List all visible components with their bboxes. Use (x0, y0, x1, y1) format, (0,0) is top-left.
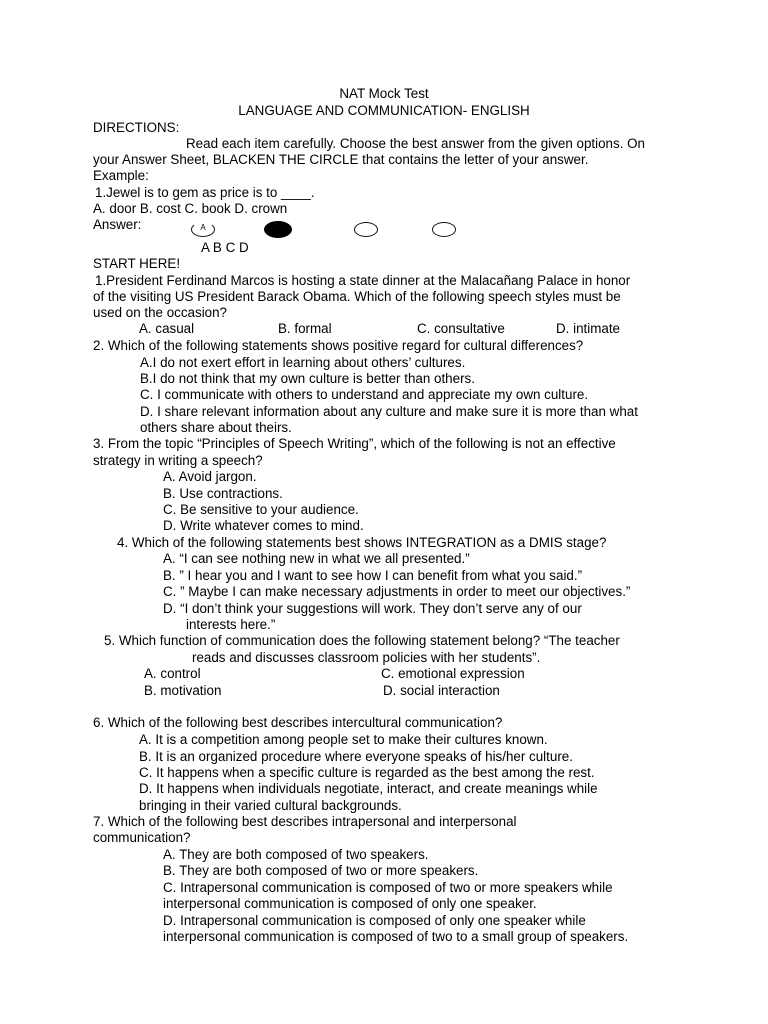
q6-option-b: B. It is an organized procedure where everyone speaks of his/her culture. (139, 749, 573, 764)
q7-stem-1: 7. Which of the following best describes intrapersonal and interpersonal (93, 814, 517, 829)
q6-option-a: A. It is a competition among people set to make their cultures known. (139, 732, 548, 747)
q5-option-d: D. social interaction (383, 683, 500, 698)
q2-option-c: C. I communicate with others to understand and appreciate my own culture. (140, 387, 589, 402)
q5-option-b: B. motivation (144, 683, 222, 698)
q5-stem-2: reads and discusses classroom policies with her students”. (192, 650, 541, 665)
q6-option-c: C. It happens when a specific culture is regarded as the best among the rest. (139, 765, 595, 780)
q1-option-a: A. casual (139, 321, 195, 336)
q1-stem-2: of the visiting US President Barack Obama. Which of the following speech styles must be (93, 289, 621, 304)
q3-stem-2: strategy in writing a speech? (93, 453, 263, 468)
q2-option-a: A.I do not exert effort in learning about others’ cultures. (140, 355, 466, 370)
q2-option-b: B.I do not think that my own culture is better than others. (140, 371, 475, 386)
q5-stem-1: 5. Which function of communication does the following statement belong? “The teacher (104, 633, 620, 648)
q7-option-a: A. They are both composed of two speakers. (163, 847, 429, 862)
q5-option-a: A. control (144, 666, 201, 681)
q1-option-b: B. formal (278, 321, 332, 336)
q4-option-c: C. ” Maybe I can make necessary adjustments in order to meet our objectives.” (163, 584, 631, 599)
q3-option-d: D. Write whatever comes to mind. (163, 518, 364, 533)
q7-option-c-1: C. Intrapersonal communication is composed of two or more speakers while (163, 880, 613, 895)
q4-option-d-1: D. “I don’t think your suggestions will work. They don’t serve any of our (163, 601, 582, 616)
answer-bubble-c (354, 222, 378, 237)
bubble-letters: A B C D (201, 240, 249, 255)
q6-stem: 6. Which of the following best describes intercultural communication? (93, 715, 503, 730)
start-here: START HERE! (93, 256, 181, 271)
page-title: NAT Mock Test (339, 86, 429, 101)
q6-option-d-1: D. It happens when individuals negotiate, interact, and create meanings while (139, 781, 598, 796)
q3-option-b: B. Use contractions. (163, 486, 283, 501)
answer-bubble-a (191, 222, 215, 237)
q1-stem-1: 1.President Ferdinand Marcos is hosting a state dinner at the Malacañang Palace in honor (95, 273, 631, 288)
q7-option-d-1: D. Intrapersonal communication is composed of only one speaker while (163, 913, 586, 928)
q5-option-c: C. emotional expression (381, 666, 525, 681)
q4-stem: 4. Which of the following statements best shows INTEGRATION as a DMIS stage? (117, 535, 607, 550)
q1-option-d: D. intimate (556, 321, 620, 336)
q2-option-d-2: others share about theirs. (140, 420, 292, 435)
q3-option-a: A. Avoid jargon. (163, 469, 257, 484)
example-question: 1.Jewel is to gem as price is to ____. (95, 185, 315, 200)
answer-bubble-a-letter: A (200, 223, 206, 232)
example-label: Example: (93, 168, 149, 183)
answer-bubble-d (432, 222, 456, 237)
q6-option-d-2: bringing in their varied cultural backgrounds. (139, 798, 402, 813)
example-options: A. door B. cost C. book D. crown (93, 201, 288, 216)
q1-option-c: C. consultative (417, 321, 505, 336)
directions-label: DIRECTIONS: (93, 120, 180, 135)
q3-option-c: C. Be sensitive to your audience. (163, 502, 359, 517)
q7-stem-2: communication? (93, 830, 191, 845)
q7-option-d-2: interpersonal communication is composed of two to a small group of speakers. (163, 929, 629, 944)
answer-label: Answer: (93, 217, 142, 232)
q3-stem-1: 3. From the topic “Principles of Speech Writing”, which of the following is not an effective (93, 436, 616, 451)
q7-option-b: B. They are both composed of two or more speakers. (163, 863, 479, 878)
q1-stem-3: used on the occasion? (93, 305, 228, 320)
q4-option-a: A. “I can see nothing new in what we all presented.” (163, 551, 470, 566)
q2-option-d-1: D. I share relevant information about any culture and make sure it is more than what (140, 404, 638, 419)
directions-text-2: your Answer Sheet, BLACKEN THE CIRCLE that contains the letter of your answer. (93, 152, 589, 167)
q4-option-b: B. ” I hear you and I want to see how I can benefit from what you said.” (163, 568, 583, 583)
page-subtitle: LANGUAGE AND COMMUNICATION- ENGLISH (238, 103, 530, 118)
answer-bubble-b-filled (264, 221, 292, 238)
q4-option-d-2: interests here.” (186, 617, 276, 632)
directions-text-1: Read each item carefully. Choose the best answer from the given options. On (186, 136, 645, 151)
q2-stem: 2. Which of the following statements shows positive regard for cultural differences? (93, 338, 584, 353)
q7-option-c-2: interpersonal communication is composed of only one speaker. (163, 896, 537, 911)
